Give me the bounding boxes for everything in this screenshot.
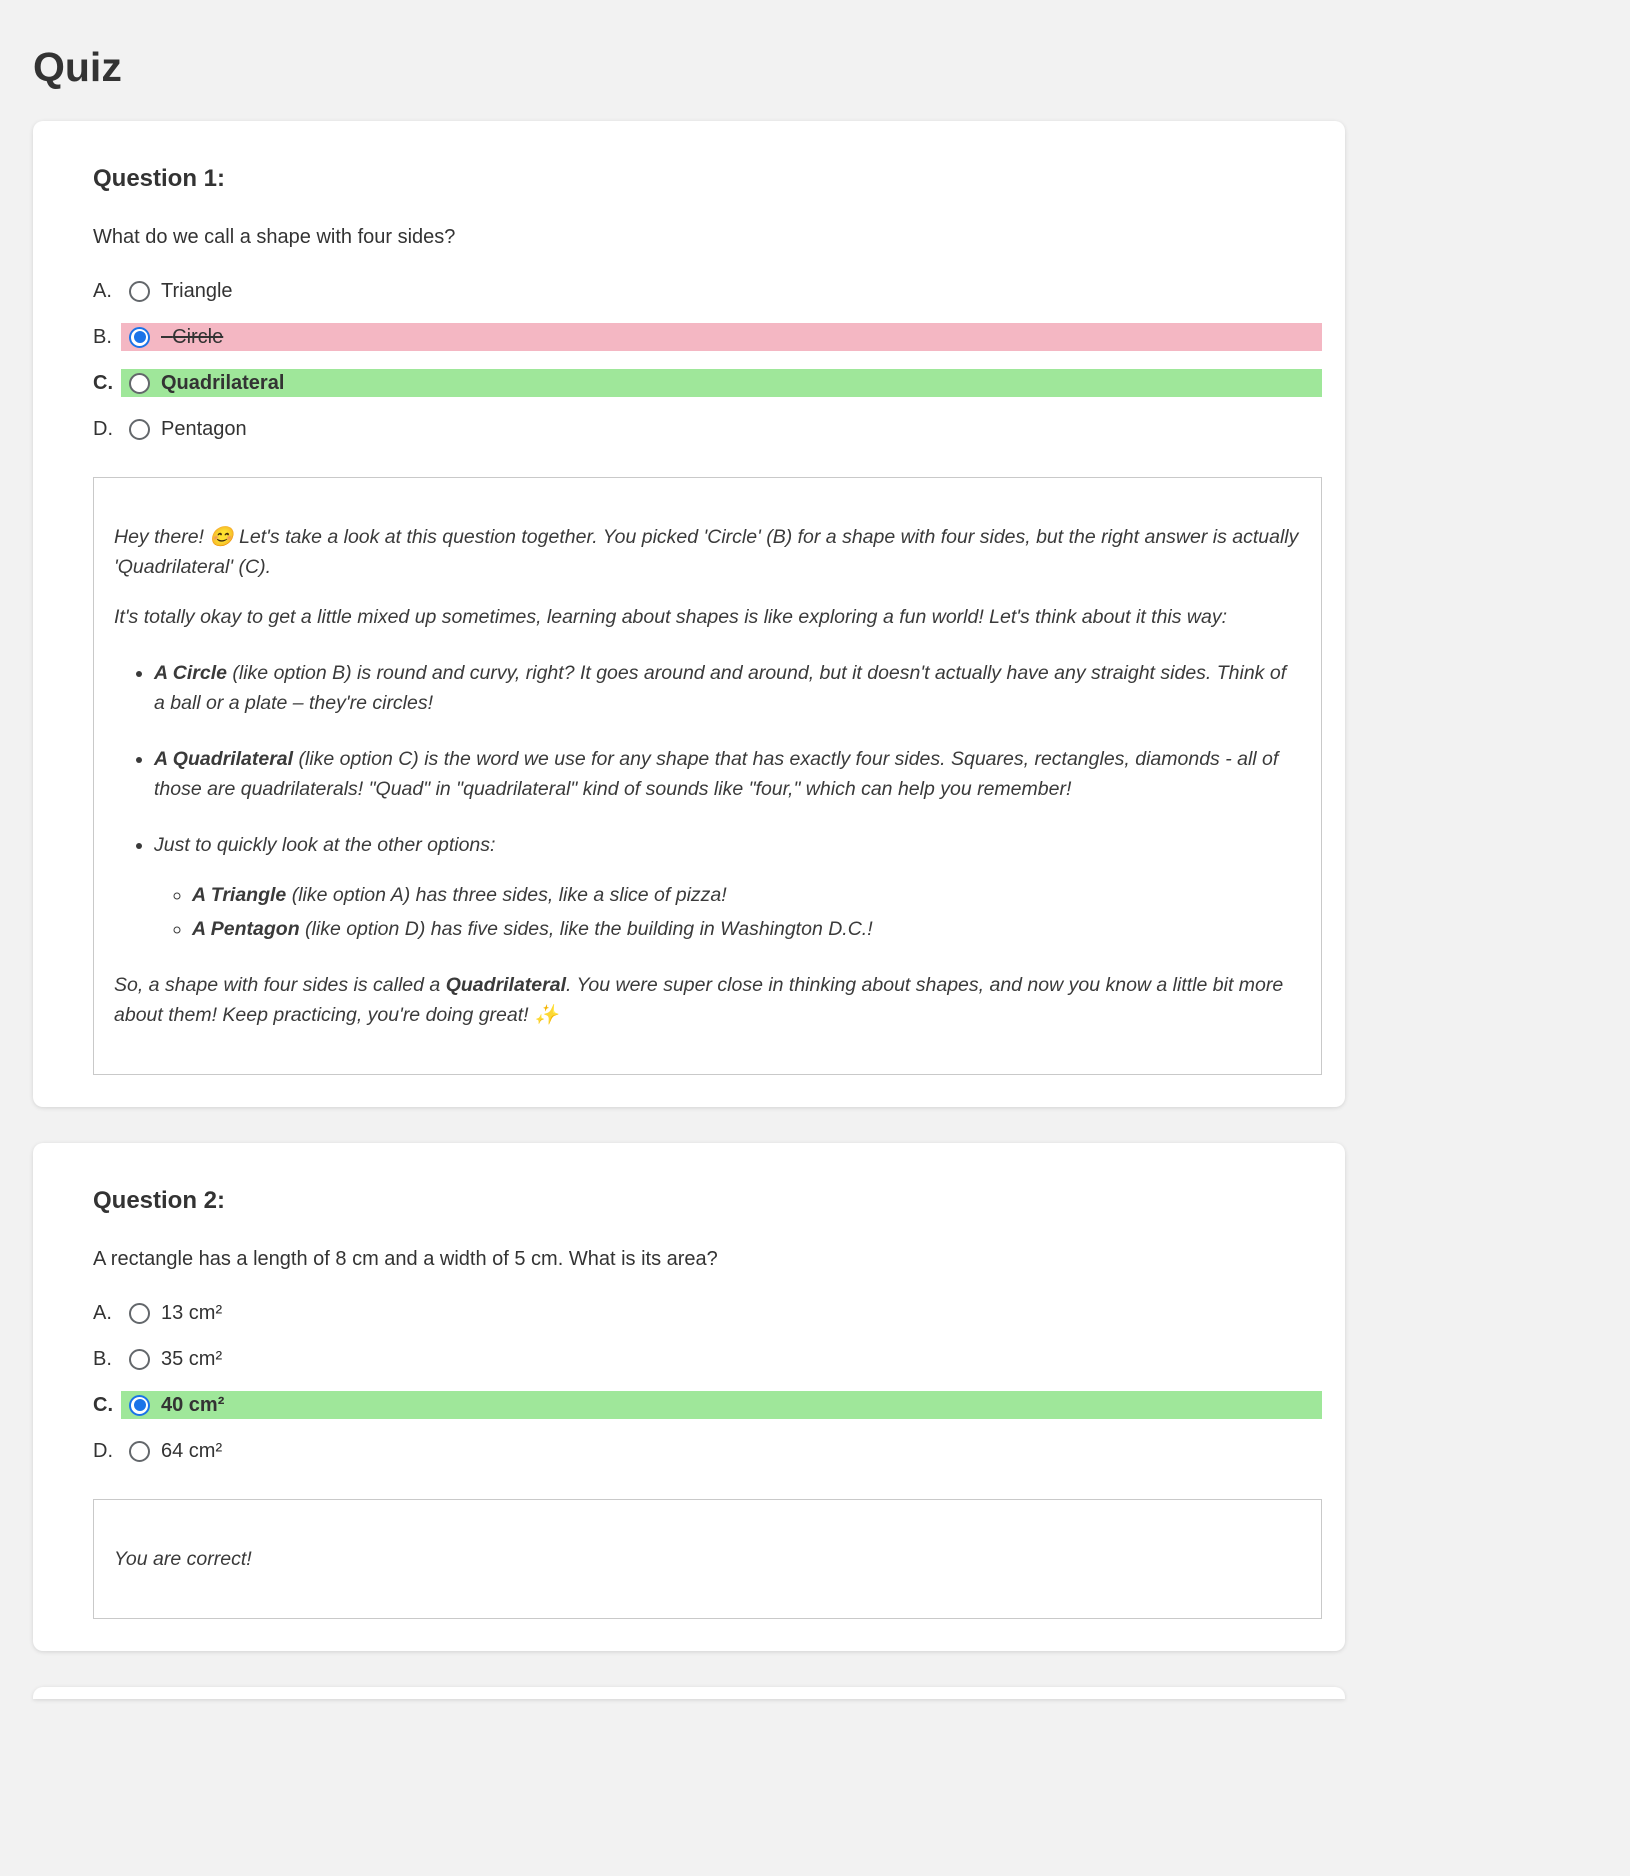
radio-unselected-icon[interactable] xyxy=(129,373,150,394)
option-letter: C. xyxy=(93,371,113,394)
answer-option xyxy=(93,1391,1322,1419)
question-1-text: What do we call a shape with four sides? xyxy=(93,226,456,248)
option-label: Pentagon xyxy=(161,417,247,440)
question-card-partial xyxy=(33,1687,1345,1699)
feedback-sublist xyxy=(154,880,1301,944)
feedback-list-item: • Just to quickly look at the other options: ◦ A Triangle (like option A) has three sides, like a slice of pizza! ◦ A Pentagon (like option D) has five sides, like the building in Washington D.C.! xyxy=(154,830,1301,944)
feedback-sublist-item: ◦ A Triangle (like option A) has three sides, like a slice of pizza! xyxy=(192,880,1301,910)
option-letter: C. xyxy=(93,1393,113,1416)
radio-unselected-icon[interactable] xyxy=(129,1349,150,1370)
radio-selected-icon[interactable] xyxy=(129,327,150,348)
question-1-heading: Question 1: xyxy=(93,165,226,192)
answer-option xyxy=(93,1299,1322,1327)
option-label: Triangle xyxy=(161,279,233,302)
answer-option xyxy=(93,1345,1322,1373)
option-label: 35 cm² xyxy=(161,1347,223,1370)
question-card-2 xyxy=(33,1143,1345,1651)
question-1-options xyxy=(93,277,1322,443)
feedback-paragraph: So, a shape with four sides is called a Quadrilateral. You were super close in thinking about shapes, and now you know a little bit more about them! Keep practicing, you're doing great! ✨ xyxy=(114,974,1284,1026)
answer-option xyxy=(93,1437,1322,1465)
question-2-options xyxy=(93,1299,1322,1465)
option-label: Circle xyxy=(172,325,224,348)
feedback-sublist-item: ◦ A Pentagon (like option D) has five sides, like the building in Washington D.C.! xyxy=(192,914,1301,944)
option-letter: B. xyxy=(93,1347,112,1370)
option-letter: B. xyxy=(93,325,112,348)
feedback-paragraph: It's totally okay to get a little mixed up sometimes, learning about shapes is like exploring a fun world! Let's think about it this way: xyxy=(114,606,1228,628)
answer-option xyxy=(93,323,1322,351)
question-2-heading: Question 2: xyxy=(93,1187,226,1214)
option-choice[interactable] xyxy=(121,1391,1322,1419)
question-2-feedback-box xyxy=(93,1499,1322,1619)
radio-unselected-icon[interactable] xyxy=(129,281,150,302)
feedback-list-item: • A Circle (like option B) is round and curvy, right? It goes around and around, but it doesn't actually have any straight sides. Think of a ball or a plate – they're circles! xyxy=(154,658,1301,718)
feedback-paragraph: Hey there! 😊 Let's take a look at this question together. You picked 'Circle' (B) for a shape with four sides, but the right answer is actually 'Quadrilateral' (C). xyxy=(114,526,1299,578)
radio-unselected-icon[interactable] xyxy=(129,1303,150,1324)
radio-selected-icon[interactable] xyxy=(129,1395,150,1416)
option-choice[interactable] xyxy=(121,415,1322,443)
radio-unselected-icon[interactable] xyxy=(129,419,150,440)
page-title: Quiz xyxy=(33,44,122,90)
option-label: Quadrilateral xyxy=(161,371,285,394)
feedback-list-item: • A Quadrilateral (like option C) is the word we use for any shape that has exactly four sides. Squares, rectangles, diamonds - all of those are quadrilaterals! "Quad" in "quadrilateral" kind of sounds like "four," which can help you remember! xyxy=(154,744,1301,804)
option-choice[interactable] xyxy=(121,1345,1322,1373)
option-choice[interactable] xyxy=(121,323,1322,351)
option-letter: A. xyxy=(93,279,112,302)
option-choice[interactable] xyxy=(121,369,1322,397)
option-choice[interactable] xyxy=(121,1299,1322,1327)
option-label: 64 cm² xyxy=(161,1439,223,1462)
question-1-feedback-box xyxy=(93,477,1322,1075)
option-label: 13 cm² xyxy=(161,1301,223,1324)
answer-option xyxy=(93,415,1322,443)
option-letter: D. xyxy=(93,417,113,440)
option-label: 40 cm² xyxy=(161,1393,225,1416)
answer-option xyxy=(93,369,1322,397)
option-letter: D. xyxy=(93,1439,113,1462)
question-2-text: A rectangle has a length of 8 cm and a width of 5 cm. What is its area? xyxy=(93,1248,718,1270)
question-card-1 xyxy=(33,121,1345,1107)
feedback-list xyxy=(114,658,1301,944)
answer-option xyxy=(93,277,1322,305)
feedback-paragraph: You are correct! xyxy=(114,1548,252,1570)
option-choice[interactable] xyxy=(121,1437,1322,1465)
radio-unselected-icon[interactable] xyxy=(129,1441,150,1462)
option-choice[interactable] xyxy=(121,277,1322,305)
option-letter: A. xyxy=(93,1301,112,1324)
